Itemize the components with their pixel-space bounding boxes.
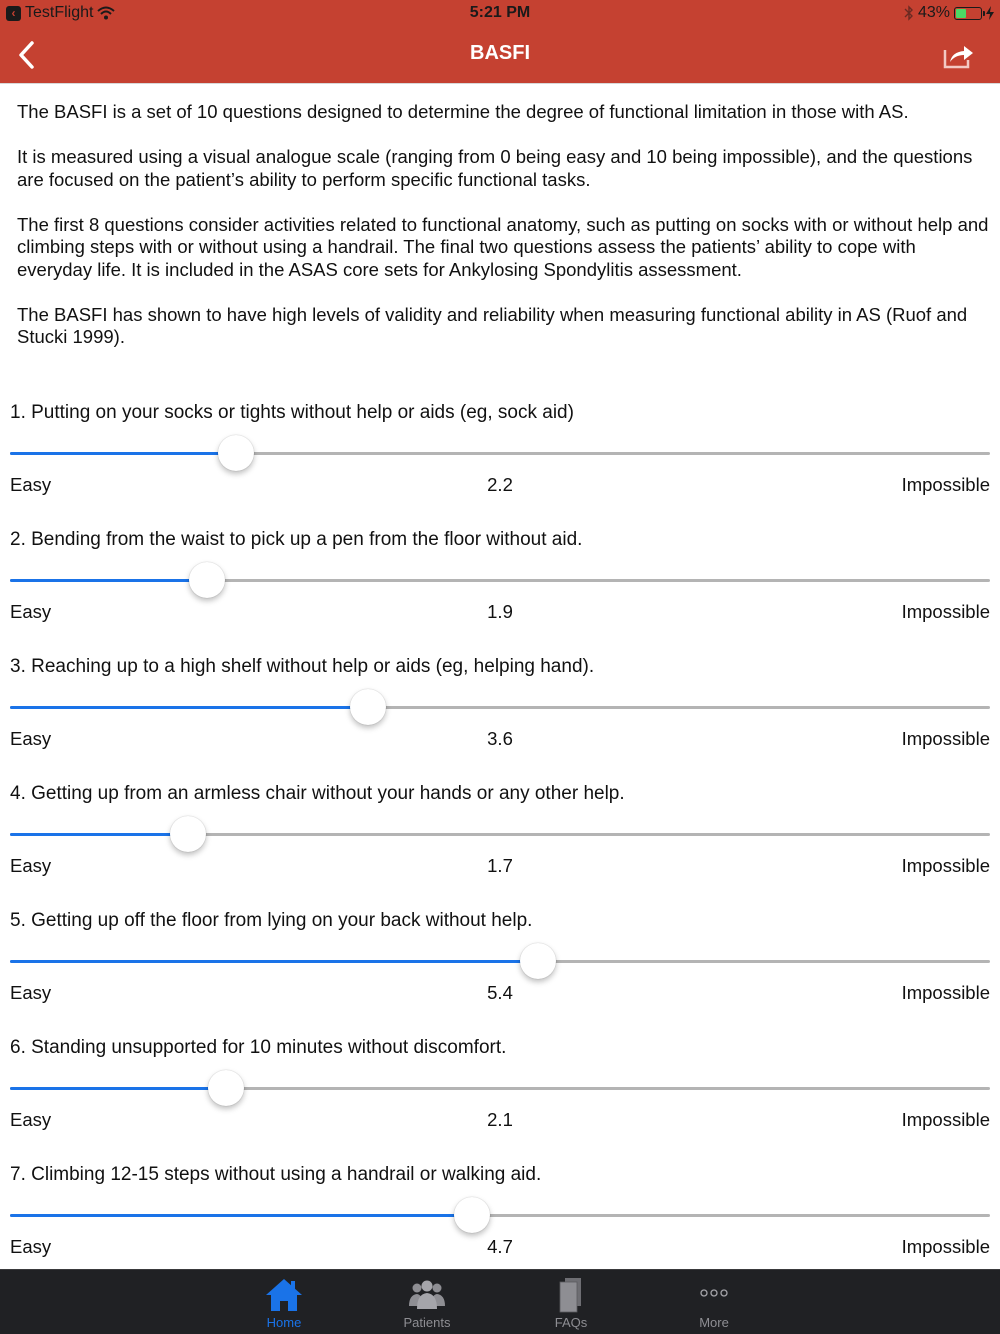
slider-thumb[interactable]	[454, 1197, 490, 1233]
question-label: 6. Standing unsupported for 10 minutes without discomfort.	[10, 1037, 507, 1058]
tab-label: More	[699, 1315, 729, 1330]
slider-thumb[interactable]	[218, 435, 254, 471]
question-slider[interactable]	[10, 440, 990, 468]
slider-thumb[interactable]	[520, 943, 556, 979]
scale-max-label: Impossible	[901, 1236, 990, 1257]
question-item	[10, 908, 990, 1035]
scale-min-label: Easy	[10, 728, 52, 749]
scale-min-label: Easy	[10, 1236, 52, 1257]
share-button[interactable]	[942, 40, 976, 70]
question-item	[10, 654, 990, 781]
slider-track-fill	[10, 1214, 472, 1217]
navigation-bar	[0, 28, 1000, 83]
slider-scale	[10, 1236, 990, 1258]
scale-max-label: Impossible	[901, 855, 990, 876]
question-label: 3. Reaching up to a high shelf without help or aids (eg, helping hand).	[10, 656, 595, 677]
tab-label: Patients	[403, 1315, 451, 1330]
back-to-app-label[interactable]: TestFlight	[25, 4, 94, 21]
scale-min-label: Easy	[10, 601, 52, 622]
tab-label: FAQs	[554, 1315, 588, 1330]
intro-paragraph: It is measured using a visual analogue scale (ranging from 0 being easy and 10 being impossible), and the questions are focused on the patient’s ability to perform specific functional tasks.	[17, 146, 973, 190]
question-label: 7. Climbing 12-15 steps without using a handrail or walking aid.	[10, 1164, 542, 1185]
intro-paragraph: The BASFI has shown to have high levels of validity and reliability when measuring functional ability in AS (Ruof and Stucki 1999).	[17, 303, 968, 347]
scale-min-label: Easy	[10, 982, 52, 1003]
battery-fill	[956, 9, 966, 18]
slider-track-fill	[10, 579, 207, 582]
slider-track-fill	[10, 452, 236, 455]
intro-paragraph: The first 8 questions consider activities related to functional anatomy, such as putting on socks with or without help and climbing steps with or without using a handrail. The final two questions assess the patients’ ability to cope with everyday life. It is included in the ASAS core sets for Ankylosing Spondylitis assessment.	[17, 213, 989, 280]
more-icon	[694, 1276, 734, 1314]
tab-faqs[interactable]	[511, 1270, 631, 1334]
slider-value: 1.7	[487, 855, 513, 876]
back-to-app-icon[interactable]: ‹	[6, 6, 21, 21]
share-icon	[942, 40, 976, 70]
slider-value: 3.6	[487, 728, 513, 749]
slider-scale	[10, 855, 990, 877]
slider-scale	[10, 474, 990, 496]
question-item	[10, 781, 990, 908]
faqs-icon	[551, 1276, 591, 1314]
question-slider[interactable]	[10, 1075, 990, 1103]
scale-max-label: Impossible	[901, 982, 990, 1003]
question-item	[10, 400, 990, 527]
home-icon	[264, 1276, 304, 1314]
question-slider[interactable]	[10, 1202, 990, 1230]
question-slider[interactable]	[10, 948, 990, 976]
battery-percent: 43%	[917, 4, 950, 21]
page-title: BASFI	[470, 42, 530, 64]
scale-max-label: Impossible	[901, 601, 990, 622]
slider-thumb[interactable]	[208, 1070, 244, 1106]
slider-value: 2.2	[487, 474, 513, 495]
status-bar	[0, 0, 1000, 28]
tab-patients[interactable]	[367, 1270, 487, 1334]
question-slider[interactable]	[10, 694, 990, 722]
scale-min-label: Easy	[10, 474, 52, 495]
question-slider[interactable]	[10, 567, 990, 595]
question-slider[interactable]	[10, 821, 990, 849]
slider-scale	[10, 1109, 990, 1131]
question-list	[10, 400, 990, 1289]
slider-thumb[interactable]	[189, 562, 225, 598]
slider-value: 5.4	[487, 982, 513, 1003]
question-label: 1. Putting on your socks or tights without help or aids (eg, sock aid)	[10, 402, 574, 423]
tab-bar	[0, 1269, 1000, 1334]
scale-min-label: Easy	[10, 1109, 52, 1130]
charging-icon	[986, 6, 994, 20]
navbar-divider	[0, 83, 1000, 84]
scale-max-label: Impossible	[901, 474, 990, 495]
slider-scale	[10, 601, 990, 623]
slider-track-fill	[10, 960, 538, 963]
slider-scale	[10, 982, 990, 1004]
slider-thumb[interactable]	[170, 816, 206, 852]
question-label: 5. Getting up off the floor from lying on your back without help.	[10, 910, 533, 931]
question-label: 2. Bending from the waist to pick up a pen from the floor without aid.	[10, 529, 583, 550]
tab-home[interactable]	[224, 1270, 344, 1334]
slider-track-fill	[10, 706, 368, 709]
scale-max-label: Impossible	[901, 728, 990, 749]
slider-value: 4.7	[487, 1236, 513, 1257]
slider-value: 1.9	[487, 601, 513, 622]
question-item	[10, 527, 990, 654]
question-label: 4. Getting up from an armless chair without your hands or any other help.	[10, 783, 625, 804]
tab-label: Home	[266, 1315, 302, 1330]
slider-thumb[interactable]	[350, 689, 386, 725]
bluetooth-icon	[904, 5, 914, 21]
intro-text	[17, 101, 992, 371]
question-item	[10, 1035, 990, 1162]
slider-value: 2.1	[487, 1109, 513, 1130]
slider-scale	[10, 728, 990, 750]
status-right	[904, 4, 994, 22]
slider-track-fill	[10, 1087, 226, 1090]
scale-min-label: Easy	[10, 855, 52, 876]
status-time: 5:21 PM	[469, 4, 531, 21]
scale-max-label: Impossible	[901, 1109, 990, 1130]
battery-icon	[954, 7, 982, 20]
patients-icon	[407, 1276, 447, 1314]
slider-track-fill	[10, 833, 188, 836]
intro-paragraph: The BASFI is a set of 10 questions designed to determine the degree of functional limitation in those with AS.	[17, 101, 909, 122]
tab-more[interactable]	[654, 1270, 774, 1334]
